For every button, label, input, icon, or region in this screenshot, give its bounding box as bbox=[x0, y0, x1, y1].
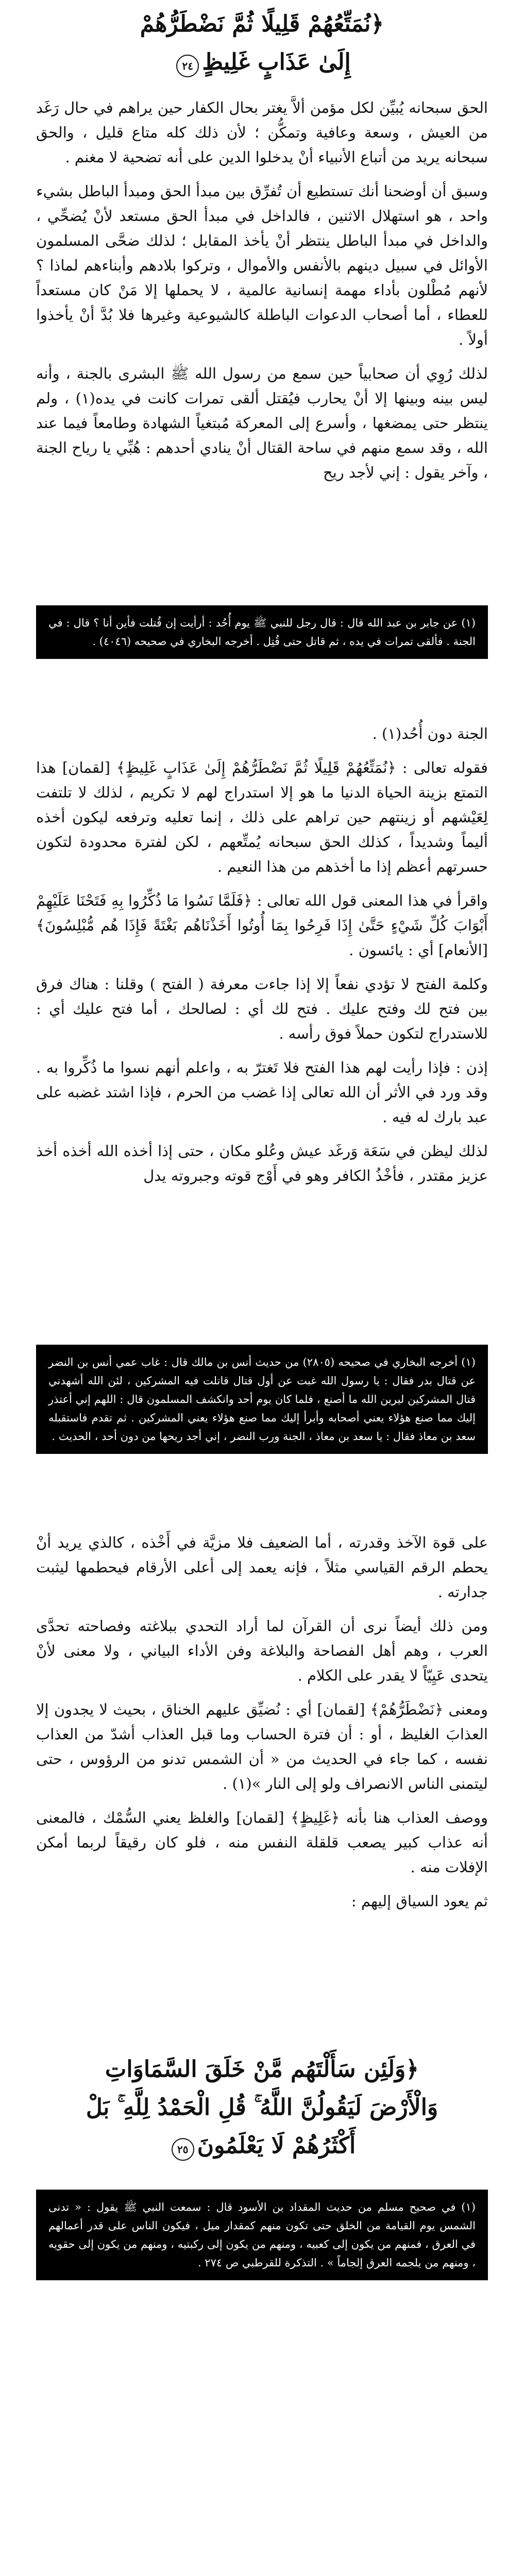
ayah-number-badge: ٢٤ bbox=[176, 55, 199, 77]
footnote-text: (١) أخرجه البخاري في صحيحه (٢٨٠٥) من حديث أنس بن مالك قال : غاب عمي أنس بن النضر عن قتال بدر فقال : يا رسول الله غبت عن أول قتال قاتلت فيه المشركين ، لئن الله أشهدني قتال المشركين ليرين الله ما أصنع ، فلما كان يوم أحد وانكشف المسلمون قال : اللهم إني أعتذر إليك مما صنع هؤلاء يعني أصحابه وأبرأ إليك مما صنع هؤلاء يعني المشركين . ثم تقدم فاستقبله سعد بن معاذ فقال : يا سعد بن معاذ ، الجنة ورب النضر ، إني أجد ريحها من دون أحد ، الحديث . bbox=[48, 1356, 476, 1443]
paragraph: واقرأ في هذا المعنى قول الله تعالى : ﴿فَلَمَّا نَسُوا مَا ذُكِّرُوا بِهِ فَتَحْنَا عَلَيْهِمْ أَبْوَابَ كُلِّ شَيْءٍ حَتَّىٰ إِذَا فَرِحُوا بِمَا أُوتُوا أَخَذْنَاهُم بَغْتَةً فَإِذَا هُم مُّبْلِسُونَ﴾ [الأنعام] أي : يائسون . bbox=[36, 892, 488, 959]
paragraph: الجنة دون أُحُد(١) . bbox=[372, 725, 488, 742]
verse-line bbox=[36, 43, 488, 81]
paragraph: ومعنى ﴿نَضْطَرُّهُمْ﴾ [لقمان] أي : نُضيِّق عليهم الخناق ، بحيث لا يجدون إلا العذابَ الغليظ ، أو : أن فترة الحساب وما قبل العذاب أشدّ من العذاب نفسه ، كما جاء في الحديث من « أن الشمس تدنو من الرؤوس ، حتى ليتمنى الناس الانصراف ولو إلى النار »(١) . bbox=[36, 1701, 488, 1792]
paragraph: لذلك ليظن في سَعَة وَرغَد عيش وعُلو مكان ، حتى إذا أخذه الله أخذه أخذ عزيز مقتدر ، فأخْذُ الكافر وهو في أَوْج قوته وجبروته يدل bbox=[36, 1142, 488, 1184]
footnote-box bbox=[36, 2190, 488, 2280]
footnote-box bbox=[36, 605, 488, 659]
verse-header bbox=[36, 5, 488, 81]
verse-line-text: أَكْثَرُهُمْ لَا يَعْلَمُونَ bbox=[197, 2132, 356, 2159]
verse-line: ﴿وَلَئِن سَأَلْتَهُم مَّنْ خَلَقَ السَّمَاوَاتِ bbox=[105, 2056, 419, 2082]
footnote-text: (١) عن جابر بن عبد الله قال : قال رجل للنبي ﷺ يوم أُحُد : أرأيت إن قُتلت فأين أنا ؟ قال : في الجنة . فألقى تمرات في يده ، ثم قاتل حتى قُتِل . أخرجه البخاري في صحيحه (٤٠٤٦) . bbox=[48, 617, 476, 648]
verse-line: وَالْأَرْضَ لَيَقُولُنَّ اللَّهُ ۚ قُلِ الْحَمْدُ لِلَّهِ ۚ بَلْ bbox=[86, 2094, 438, 2121]
paragraph: وسبق أن أوضحنا أنك تستطيع أن تُفرِّق بين مبدأ الحق ومبدأ الباطل بشيء واحد ، هو استهلال الاثنين ، فالداخل في مبدأ الحق مستعد لأنْ يُضحِّي ، والداخل في مبدأ الباطل ينتظر أنْ يأخذ المقابل ؛ لذلك ضحَّى المسلمون الأوائل في سبيل دينهم بالأنفس والأموال ، وتركوا بلادهم وأبناءهم لماذا ؟ لأنهم مُطْلون بأداء مهمة إنسانية عالمية ، لا يحملها إلا مَنْ كان مستعداً للعطاء ، أما أصحاب الدعوات الباطلة كالشيوعية وغيرها فلا بُدَّ أنْ يأخذوا أولاً . bbox=[36, 182, 488, 348]
paragraph: ثم يعود السياق إليهم : bbox=[351, 1892, 488, 1910]
verse-line: ﴿نُمَتِّعُهُمْ قَلِيلًا ثُمَّ نَضْطَرُّهُمْ bbox=[140, 11, 384, 37]
paragraph: لذلك رُوِي أن صحابياً حين سمع من رسول الله ﷺ البشرى بالجنة ، وأنه ليس بينه وبينها إلا أنْ يحارب فيُقتل ألقى تمرات كانت في يده(١) ، ولم ينتظر حتى يمضغها ، وأسرع إلى المعركة مُبتغياً الشهادة وطامعاً فيما عند الله ، وقد سمع منهم في ساحة القتال أنْ ينادي أحدهم : هُبِّي يا رياح الجنة ، وآخر يقول : إني لأجد ريح bbox=[36, 365, 488, 481]
text-section-2 bbox=[36, 721, 488, 1197]
paragraph: ومن ذلك أيضاً نرى أن القرآن لما أراد التحدي ببلاغته وفصاحته تحدَّى العرب ، وهم أهل الفصاحة والبلاغة وفن الأداء البياني ، ولا معنى لأنْ يتحدى عَيِيّاً لا يقدر على الكلام . bbox=[36, 1617, 488, 1684]
ayah-number-badge: ٢٥ bbox=[172, 2138, 194, 2161]
footnote-text: (١) في صحيح مسلم من حديث المقداد بن الأسود قال : سمعت النبي ﷺ يقول : « تدنى الشمس يوم القيامة من الخلق حتى تكون منهم كمقدار ميل ، فيكون الناس على قدر أعمالهم في العرق ، فمنهم من يكون إلى كعبيه ، ومنهم من يكون إلى ركبتيه ، ومنهم من يكون إلى حقويه ، ومنهم من يلجمه العرق إلجاماً » . التذكرة للقرطبي ص ٢٧٤ . bbox=[48, 2201, 476, 2269]
paragraph: على قوة الآخذ وقدرته ، أما الضعيف فلا مزيَّة في أَخْذه ، كالذي يريد أنْ يحطم الرقم القياسي مثلاً ، فإنه يعمد إلى أعلى الأرقام فيحطمها ليثبت جدارته . bbox=[36, 1534, 488, 1601]
text-section-3 bbox=[36, 1530, 488, 1923]
verse-line bbox=[36, 2127, 488, 2165]
verse-block bbox=[36, 2050, 488, 2165]
verse-line-text: إِلَىٰ عَذَابٍ غَلِيظٍ bbox=[202, 49, 351, 75]
paragraph: الحق سبحانه يُبيِّن لكل مؤمن ألاَّ يغتر بحال الكفار حين يراهم في حال رَغَد من العيش ، وسعة وعافية وتمكُّن ؛ لأن ذلك كله متاع قليل ، والحق سبحانه يريد من أتباع الأنبياء أنْ يدخلوا الدين على أنه تضحية لا مغنم . bbox=[36, 99, 488, 166]
paragraph: فقوله تعالى : ﴿نُمَتِّعُهُمْ قَلِيلًا ثُمَّ نَضْطَرُّهُمْ إِلَىٰ عَذَابٍ غَلِيظٍ﴾ [لقمان] هذا التمتع بزينة الحياة الدنيا ما هو إلا استدراج لهم لا تكريم ، لذلك لا تلتفت لِعَيْشهم أو زينتهم حين تراهم على ذلك ، إنما تعليه وترفعه ليكون أخذه أليماً وشديداً ، كذلك الحق سبحانه يُمتِّعهم ، لكن لفترة محدودة لتكون حسرتهم أعظم إذا ما أخذهم من هذا النعيم . bbox=[36, 759, 488, 875]
paragraph: ووصف العذاب هنا بأنه ﴿غَلِيظٍ﴾ [لقمان] والغلظ يعني السُّمْك ، فالمعنى أنه عذاب كبير يصعب قلقلة النفس منه ، فلو كان رقيقاً لربما أمكن الإفلات منه . bbox=[36, 1809, 488, 1876]
paragraph: إذن : فإذا رأيت لهم هذا الفتح فلا تَغترّ به ، واعلم أنهم نسوا ما ذُكِّروا به . وقد ورد في الأثر أن الله تعالى إذا غضب من الحرم ، فإذا اشتد غضبه على عبد بارك له فيه . bbox=[36, 1059, 488, 1126]
paragraph: وكلمة الفتح لا تؤدي نفعاً إلا إذا جاءت معرفة ( الفتح ) وقلنا : هناك فرق بين فتح لك وفتح عليك . فتح لك أي : لصالحك ، أما فتح عليك أي : للاستدراج لتكون حملاً فوق رأسه . bbox=[36, 975, 488, 1042]
footnote-box bbox=[36, 1345, 488, 1454]
text-section-1 bbox=[36, 95, 488, 494]
